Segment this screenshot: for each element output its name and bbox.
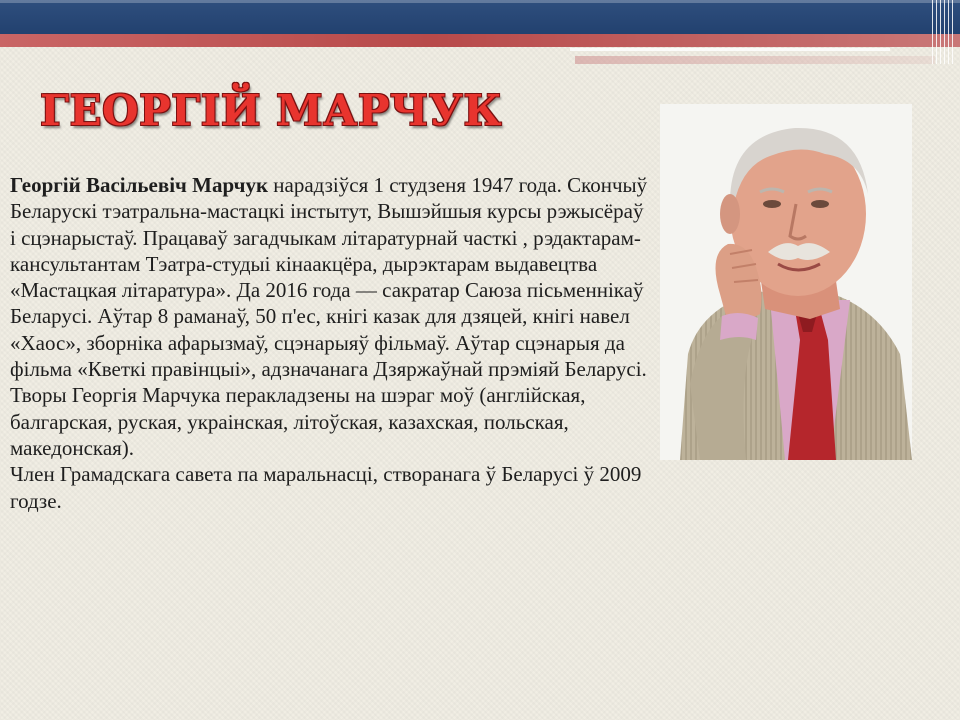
faint-accent-bar [575,56,935,64]
bio-main-text: нарадзіўся 1 студзеня 1947 года. Скончыў Беларускі тэатральна-мастацкі інстытут, Вышэйшыя курсы рэжысёраў і сцэнарыстаў. Працаваў загадчыкам літаратурнай часткі , рэдактарам-кансультантам Тэатра-студыі кінаакцёра, дырэктарам выдавецтва «Мастацкая літаратура». Да 2016 года — сакратар Саюза пісьменнікаў Беларусі. Аўтар 8 раманаў, 50 п'ес, кнігі казак для дзяцей, кнігі навел «Хаос», зборніка афарызмаў, сцэнарыяў фільмаў. Аўтар сцэнарыя да фільма «Кветкі правінцыі», адзначанага Дзяржаўнай прэміяй Беларусі. [10,173,648,382]
white-accent-line [570,48,890,51]
author-photo [660,104,912,460]
author-full-name: Георгій Васільевіч Марчук [10,173,269,197]
slide-title: ГЕОРГІЙ МАРЧУК [40,86,503,135]
bio-paragraph-council: Член Грамадскага савета па маральнасці, створанага ў Беларусі ў 2009 годзе. [10,462,642,513]
corner-decoration [932,0,954,64]
biography-text [10,172,650,514]
red-stripe [0,34,960,47]
bio-paragraph-main [10,172,650,382]
top-band-highlight [0,0,960,3]
bio-paragraph-translations: Творы Георгія Марчука перакладзены на шэраг моў (англійская, балгарская, руская, украінская, літоўская, казахская, польская, македонская). [10,383,586,460]
top-band [0,0,960,34]
